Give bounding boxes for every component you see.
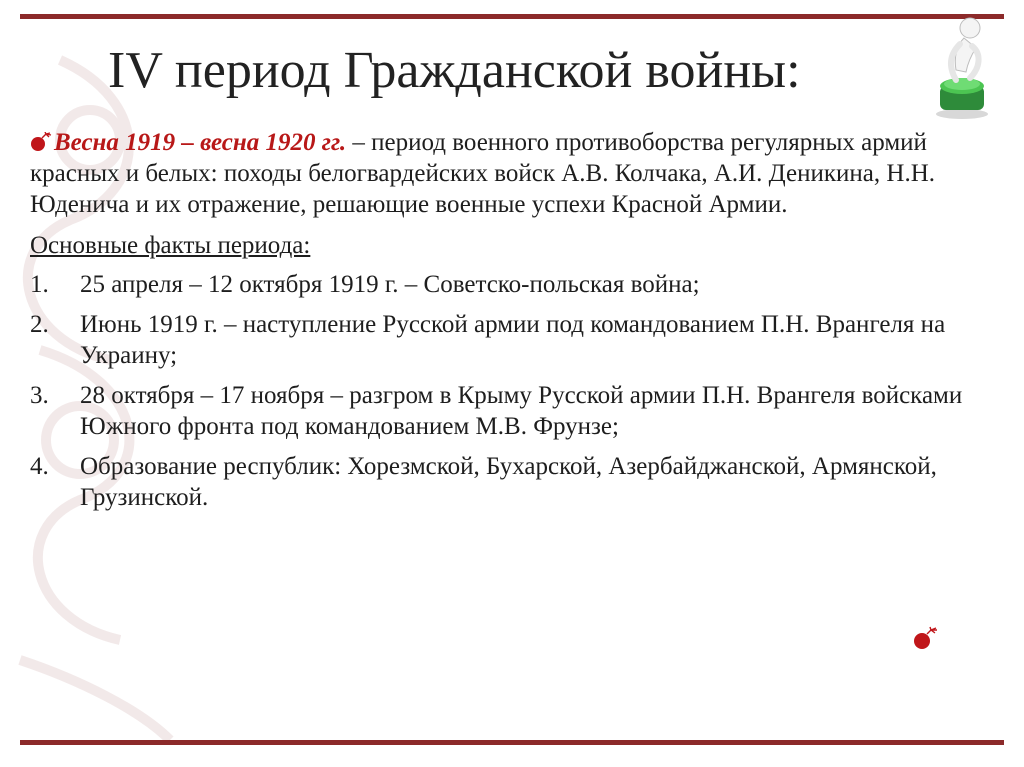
top-rule	[20, 14, 1004, 19]
list-item-number: 4.	[30, 453, 49, 480]
list-item	[30, 269, 990, 300]
list-item	[30, 451, 990, 513]
figure-pressing-button-icon	[926, 14, 998, 120]
list-item-text: 25 апреля – 12 октября 1919 г. – Советско-польская война;	[80, 271, 700, 298]
list-item-text: 28 октября – 17 ноября – разгром в Крыму Русской армии П.Н. Врангеля войсками Южного фронта под командованием М.В. Фрунзе;	[80, 382, 963, 440]
list-item-text: Июнь 1919 г. – наступление Русской армии под командованием П.Н. Врангеля на Украину;	[80, 311, 946, 369]
list-item-text: Образование республик: Хорезмской, Бухарской, Азербайджанской, Армянской, Грузинской.	[80, 453, 937, 511]
bomb-icon[interactable]	[912, 626, 938, 650]
facts-list	[30, 269, 990, 513]
bomb-icon	[30, 132, 52, 152]
intro-paragraph	[30, 127, 990, 220]
list-item	[30, 380, 990, 442]
list-item-number: 1.	[30, 271, 49, 298]
slide-body	[30, 127, 990, 522]
list-item-number: 2.	[30, 311, 49, 338]
intro-lead: Весна 1919 – весна 1920 гг.	[54, 129, 347, 156]
list-item-number: 3.	[30, 382, 49, 409]
list-item	[30, 309, 990, 371]
slide-title: IV период Гражданской войны:	[108, 42, 801, 99]
intro-text: – период военного противоборства регулярных армий красных и белых: походы белогвардейских войск А.В. Колчака, А.И. Деникина, Н.Н. Юденича и их отражение, решающие военные успехи Красной Армии.	[30, 129, 935, 218]
bottom-rule	[20, 740, 1004, 745]
facts-heading: Основные факты периода:	[30, 232, 311, 259]
